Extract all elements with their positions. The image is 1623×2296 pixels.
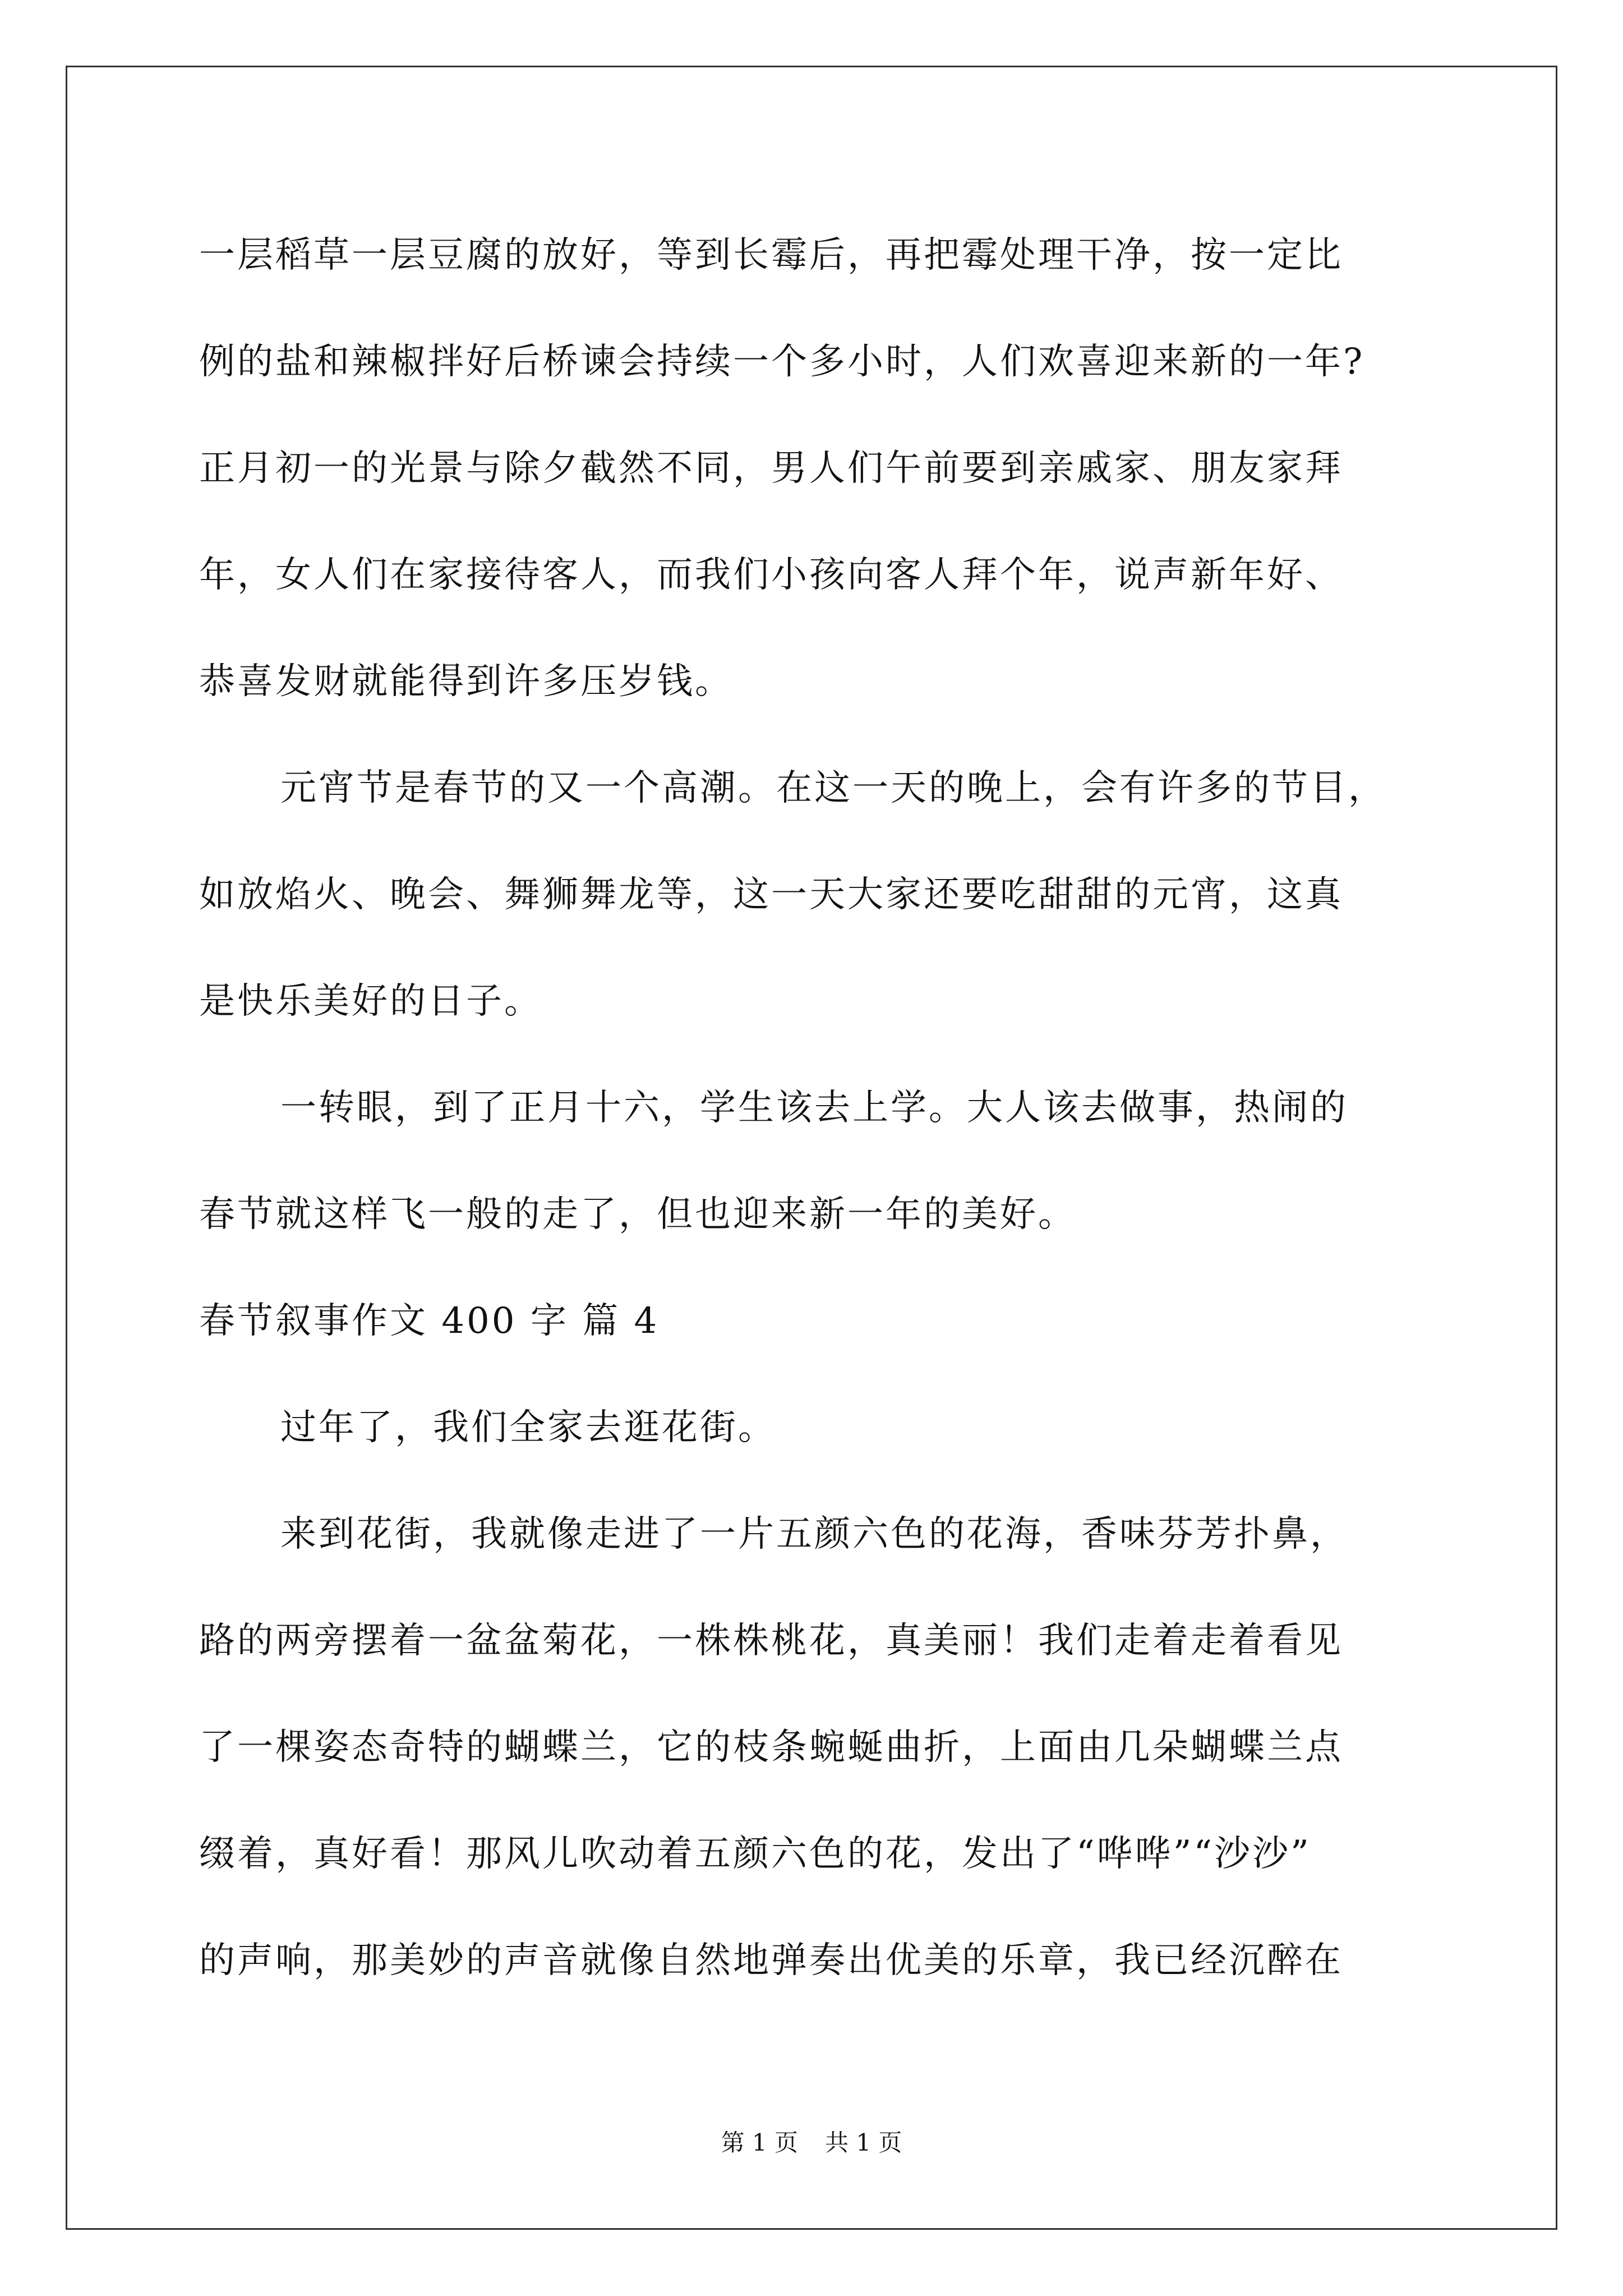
page-number: 第 1 页	[721, 2129, 798, 2156]
page-footer	[0, 2126, 1623, 2160]
text-line: 恭喜发财就能得到许多压岁钱。	[199, 661, 733, 702]
text-line: 的声响，那美妙的声音就像自然地弹奏出优美的乐章，我已经沉醉在	[199, 1940, 1343, 1981]
text-line: 缀着，真好看！那风儿吹动着五颜六色的花，发出了“哗哗”“沙沙”	[199, 1833, 1311, 1875]
text-line: 路的两旁摆着一盆盆菊花，一株株桃花，真美丽！我们走着走着看见	[199, 1620, 1343, 1662]
text-line: 年，女人们在家接待客人，而我们小孩向客人拜个年，说声新年好、	[199, 554, 1343, 596]
text-line: 一层稻草一层豆腐的放好，等到长霉后，再把霉处理干净，按一定比	[199, 234, 1343, 276]
text-line: 如放焰火、晚会、舞狮舞龙等，这一天大家还要吃甜甜的元宵，这真	[199, 874, 1343, 915]
text-line: 一转眼，到了正月十六，学生该去上学。大人该去做事，热闹的	[280, 1087, 1348, 1129]
text-line: 例的盐和辣椒拌好后桥谏会持续一个多小时，人们欢喜迎来新的一年?	[199, 341, 1365, 383]
text-line: 元宵节是春节的又一个高潮。在这一天的晚上，会有许多的节目，	[280, 767, 1386, 809]
text-line: 正月初一的光景与除夕截然不同，男人们午前要到亲戚家、朋友家拜	[199, 448, 1343, 489]
text-line: 过年了，我们全家去逛花街。	[280, 1407, 776, 1448]
text-line: 春节就这样飞一般的走了，但也迎来新一年的美好。	[199, 1194, 1076, 1235]
section-heading: 春节叙事作文 400 字 篇 4	[199, 1300, 660, 1342]
text-line: 是快乐美好的日子。	[199, 981, 542, 1022]
document-body	[199, 202, 1450, 2014]
page-total: 共 1 页	[825, 2129, 902, 2156]
text-line: 了一棵姿态奇特的蝴蝶兰，它的枝条蜿蜒曲折，上面由几朵蝴蝶兰点	[199, 1727, 1343, 1768]
text-line: 来到花街，我就像走进了一片五颜六色的花海，香味芬芳扑鼻，	[280, 1513, 1348, 1555]
